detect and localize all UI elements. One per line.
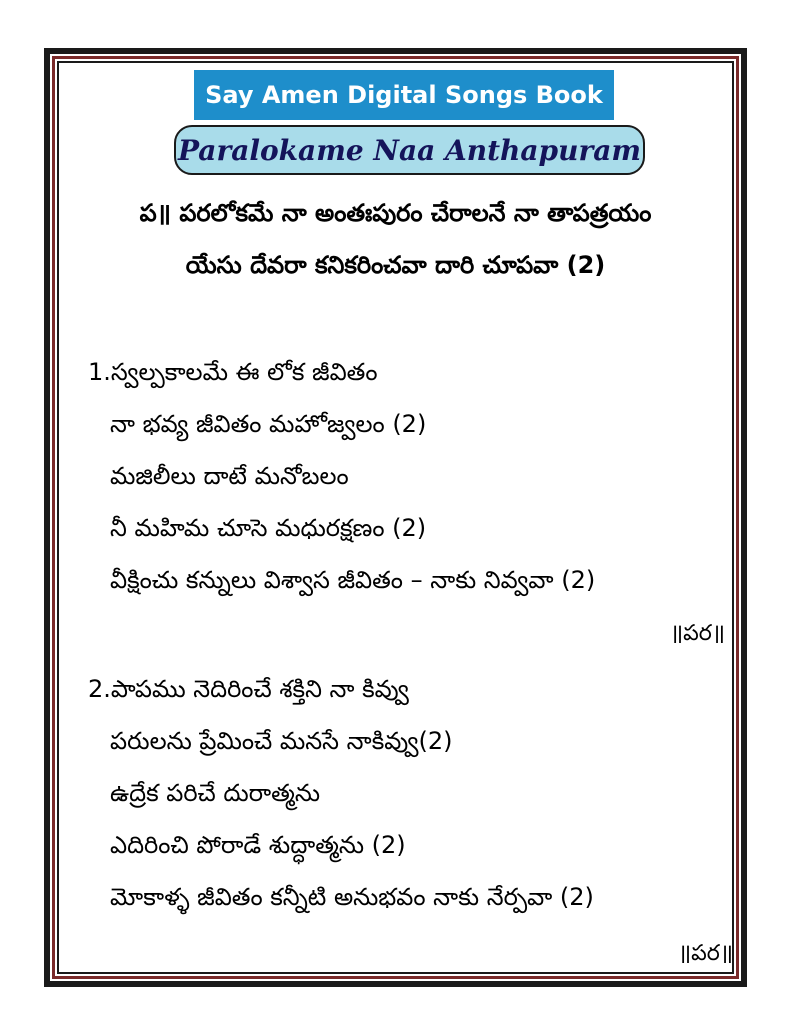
verse2-chorus-return: ॥పర॥ <box>677 941 733 966</box>
verse2-line-4: ఎదిరించి పోరాడే శుద్ధాత్మను (2) <box>110 831 406 859</box>
verse2-line-1: 2.పాపము నెదిరించే శక్తిని నా కివ్వు <box>88 675 409 703</box>
verse1-line-5: వీక్షించు కన్నులు విశ్వాస జీవితం – నాకు నివ్వవా (2) <box>110 566 596 594</box>
verse2-line-5: మోకాళ్ళ జీవితం కన్నీటి అనుభవం నాకు నేర్పవా (2) <box>110 883 594 911</box>
song-title: Paralokame Naa Anthapuram <box>174 125 645 175</box>
chorus-line-2: యేసు దేవరా కనికరించవా దారి చూపవా (2) <box>185 251 606 279</box>
chorus-line-1: ప॥ పరలోకమే నా అంతఃపురం చేరాలనే నా తాపత్రయం <box>139 199 652 227</box>
verse1-line-3: మజిలీలు దాటే మనోబలం <box>110 462 349 490</box>
verse2-line-2: పరులను ప్రేమించే మనసే నాకివ్వు(2) <box>110 727 453 755</box>
book-title-banner: Say Amen Digital Songs Book <box>194 70 614 120</box>
verse2-line-3: ఉద్రేక పరిచే దురాత్మను <box>110 779 320 807</box>
verse1-line-4: నీ మహిమ చూసె మధురక్షణం (2) <box>110 514 427 542</box>
verse1-chorus-return: ॥పర॥ <box>669 621 725 646</box>
verse1-line-2: నా భవ్య జీవితం మహోజ్వలం (2) <box>110 410 427 438</box>
verse1-line-1: 1.స్వల్పకాలమే ఈ లోక జీవితం <box>88 358 378 386</box>
